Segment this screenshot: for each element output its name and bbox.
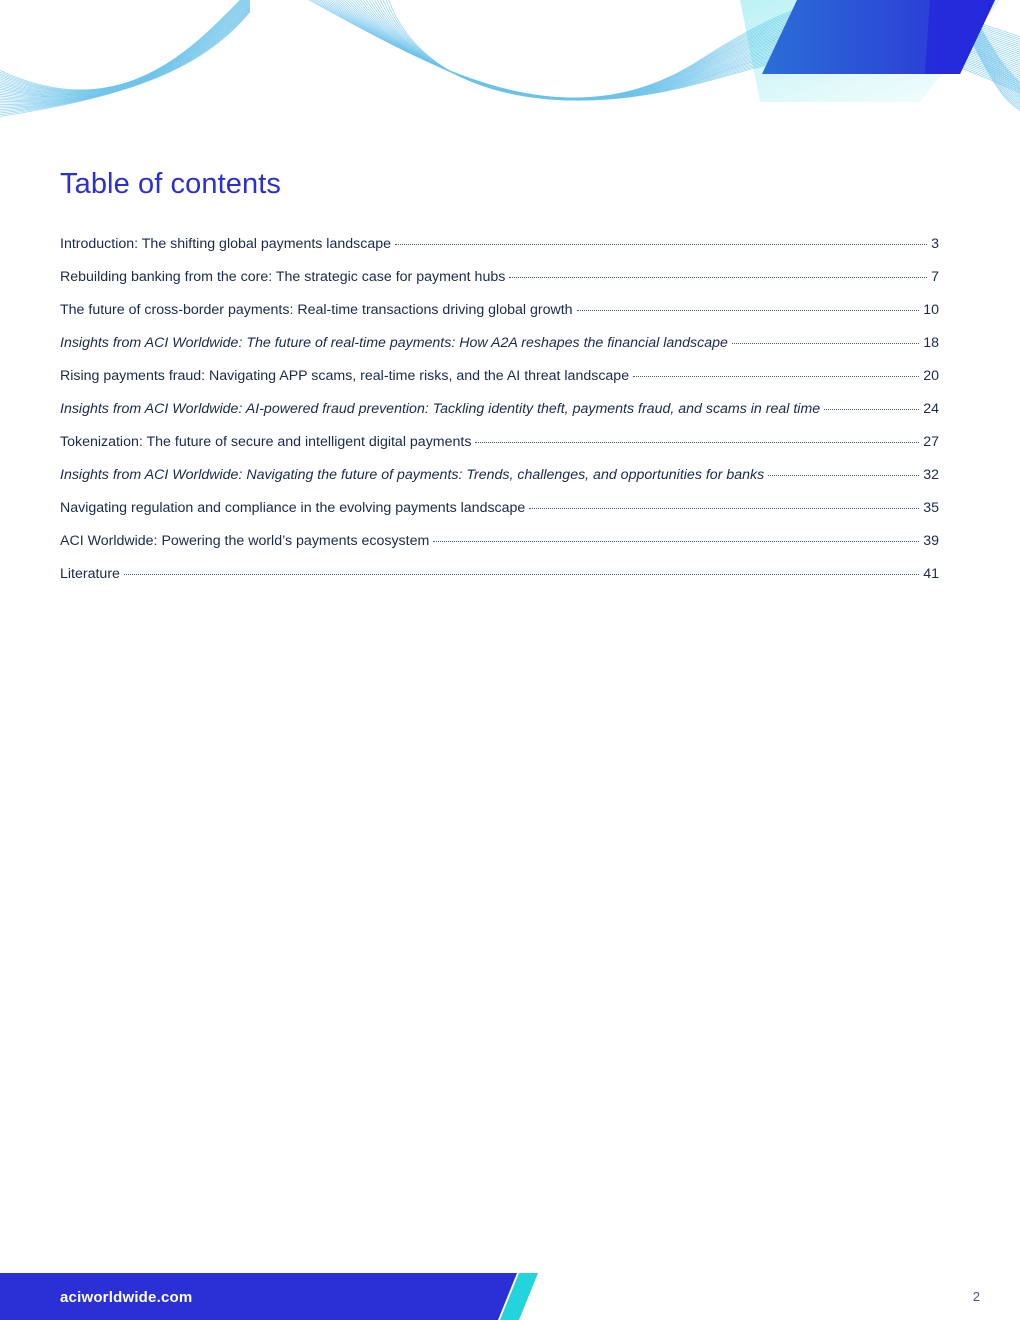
toc-page-number: 24: [923, 401, 939, 417]
toc-entry[interactable]: [60, 368, 939, 401]
toc-page-number: 41: [923, 566, 939, 582]
toc-page-number: 3: [931, 236, 939, 252]
toc-entry-title: Introduction: The shifting global payments landscape: [60, 236, 391, 252]
toc-entry-title: Navigating regulation and compliance in the evolving payments landscape: [60, 500, 526, 516]
toc-entry[interactable]: [60, 500, 939, 533]
toc-entry-title: Rebuilding banking from the core: The strategic case for payment hubs: [60, 269, 506, 285]
toc-page-number: 32: [923, 467, 939, 483]
toc-dot-leader: [475, 442, 919, 443]
toc-dot-leader: [768, 475, 919, 476]
toc-entry[interactable]: [60, 467, 939, 500]
header-wave-decoration: [0, 0, 1020, 150]
toc-entry[interactable]: [60, 434, 939, 467]
toc-entry-title: The future of cross-border payments: Real-time transactions driving global growth: [60, 302, 573, 318]
footer-website-link[interactable]: aciworldwide.com: [60, 1289, 193, 1306]
toc-entry-title: Literature: [60, 566, 120, 582]
toc-entry[interactable]: [60, 236, 939, 269]
toc-dot-leader: [395, 244, 927, 245]
toc-entry[interactable]: [60, 401, 939, 434]
toc-entry[interactable]: [60, 335, 939, 368]
toc-entry-title: Tokenization: The future of secure and intelligent digital payments: [60, 434, 472, 450]
page-title: Table of contents: [60, 168, 281, 200]
toc-entry-title: Rising payments fraud: Navigating APP scams, real-time risks, and the AI threat landscape: [60, 368, 630, 384]
toc-entry-title: ACI Worldwide: Powering the world’s payments ecosystem: [60, 533, 430, 549]
toc-page-number: 7: [931, 269, 939, 285]
toc-dot-leader: [433, 541, 919, 542]
toc-dot-leader: [577, 310, 920, 311]
toc-page-number: 27: [923, 434, 939, 450]
toc-entry[interactable]: [60, 269, 939, 302]
toc-dot-leader: [824, 409, 919, 410]
toc-entry[interactable]: [60, 302, 939, 335]
toc-page-number: 39: [923, 533, 939, 549]
toc-dot-leader: [529, 508, 919, 509]
toc-dot-leader: [732, 343, 919, 344]
toc-dot-leader: [633, 376, 919, 377]
toc-entry-title: Insights from ACI Worldwide: AI-powered fraud prevention: Tackling identity theft, payments fraud, and scams in real time: [60, 401, 821, 417]
page-number: 2: [972, 1289, 980, 1304]
toc-page-number: 10: [923, 302, 939, 318]
toc-dot-leader: [509, 277, 927, 278]
toc-entry[interactable]: [60, 566, 939, 599]
toc-list: [60, 236, 939, 599]
toc-page-number: 20: [923, 368, 939, 384]
toc-entry-title: Insights from ACI Worldwide: The future of real-time payments: How A2A reshapes the financial landscape: [60, 335, 728, 351]
toc-entry-title: Insights from ACI Worldwide: Navigating the future of payments: Trends, challenges, and opportunities for banks: [60, 467, 765, 483]
toc-dot-leader: [124, 574, 919, 575]
toc-entry[interactable]: [60, 533, 939, 566]
toc-page-number: 35: [923, 500, 939, 516]
toc-page-number: 18: [923, 335, 939, 351]
